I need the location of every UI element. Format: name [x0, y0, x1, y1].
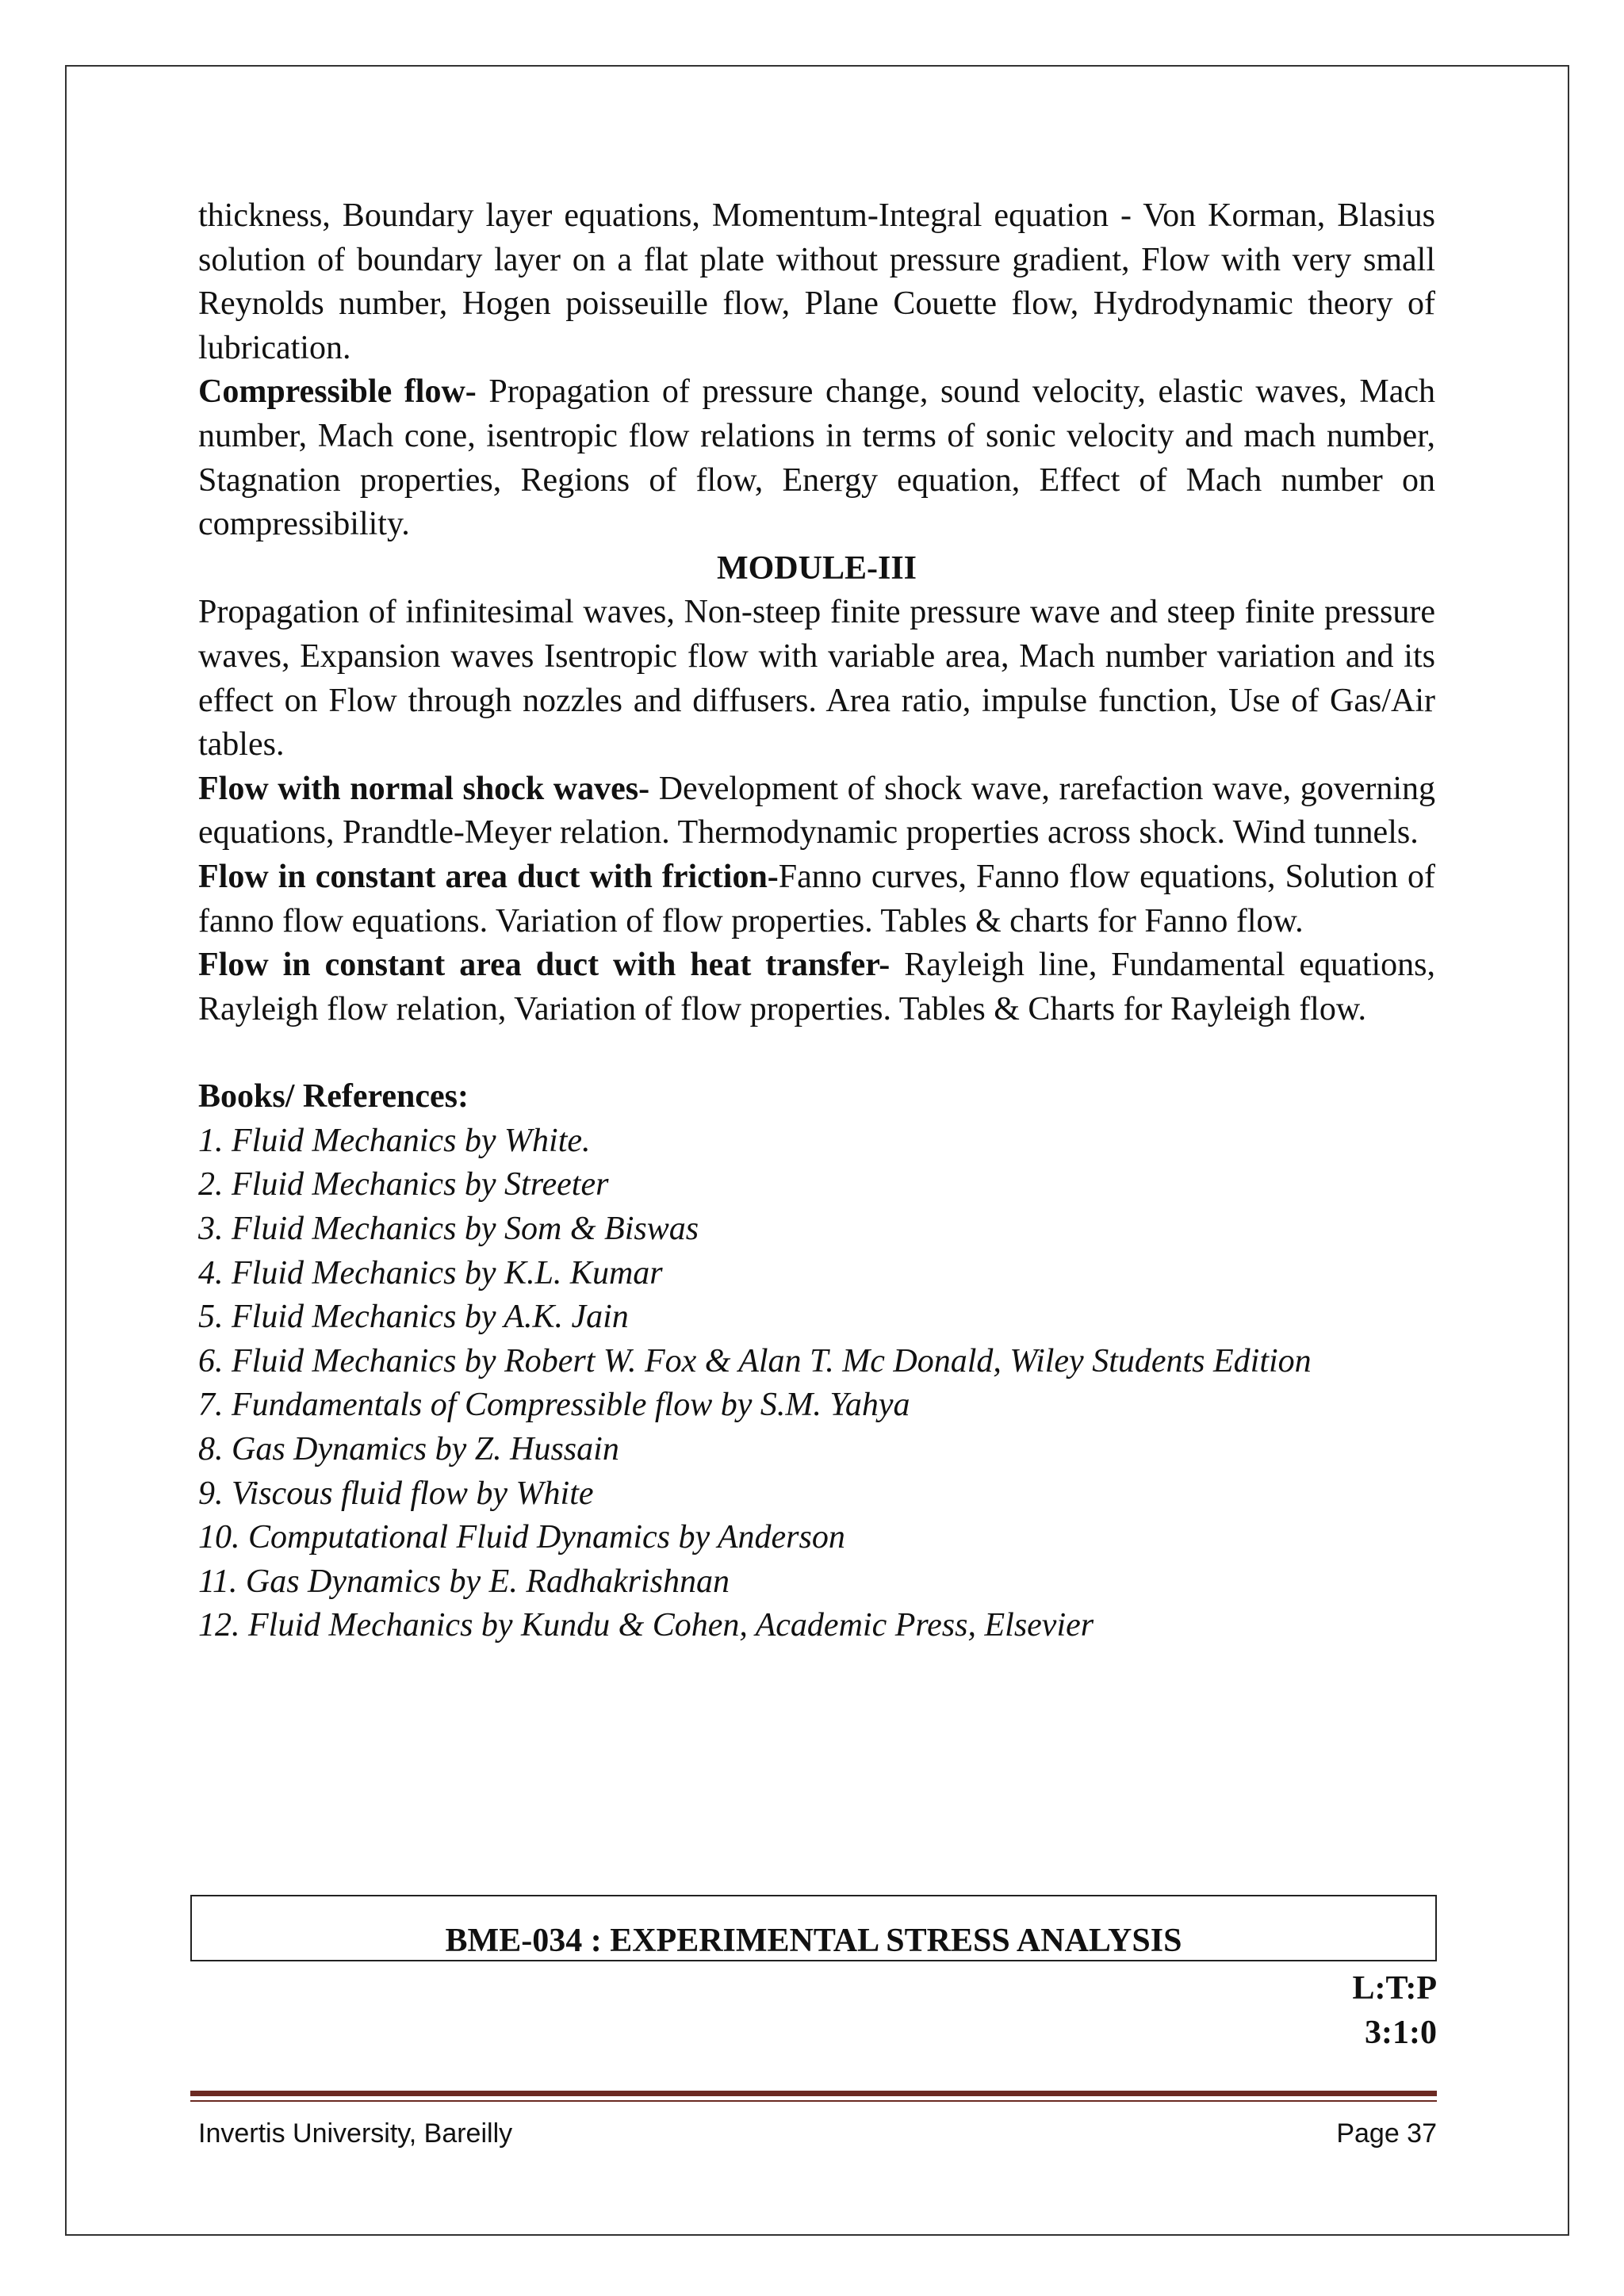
heat-transfer-paragraph — [198, 943, 1435, 1031]
reference-item: 8. Gas Dynamics by Z. Hussain — [198, 1431, 619, 1468]
footer-rule-thick — [190, 2091, 1437, 2096]
ltp-label: L:T:P — [1352, 1970, 1437, 2007]
reference-item: 6. Fluid Mechanics by Robert W. Fox & Alan T. Mc Donald, Wiley Students Edition — [198, 1342, 1312, 1380]
heat-transfer-text: Rayleigh line, Fundamental equations, Rayleigh flow relation, Variation of flow properties. Tables & Charts for Rayleigh flow. — [198, 947, 1435, 1027]
ltp-value: 3:1:0 — [1365, 2015, 1437, 2051]
reference-item: 11. Gas Dynamics by E. Radhakrishnan — [198, 1563, 730, 1600]
module-paragraph: Propagation of infinitesimal waves, Non-steep finite pressure wave and steep finite pressure waves, Expansion waves Isentropic flow with variable area, Mach number variation and its effect on Flow through nozzles and diffusers. Area ratio, impulse function, Use of Gas/Air tables. — [198, 594, 1435, 763]
footer-rule-thin — [190, 2100, 1437, 2102]
friction-paragraph — [198, 855, 1435, 943]
module-heading: MODULE-III — [716, 549, 917, 587]
reference-item: 7. Fundamentals of Compressible flow by S.M. Yahya — [198, 1387, 910, 1424]
normal-shock-heading: Flow with normal shock waves- — [198, 770, 650, 807]
footer-institution: Invertis University, Bareilly — [198, 2118, 513, 2149]
reference-item: 2. Fluid Mechanics by Streeter — [198, 1166, 609, 1203]
reference-item: 3. Fluid Mechanics by Som & Biswas — [198, 1211, 699, 1248]
compressible-flow-text: Propagation of pressure change, sound velocity, elastic waves, Mach number, Mach cone, isentropic flow relations in terms of sonic velocity and mach number, Stagnation properties, Regions of flow, Energy equation, Effect of Mach number on compressibility. — [198, 373, 1436, 543]
reference-item: 9. Viscous fluid flow by White — [198, 1475, 594, 1512]
reference-item: 10. Computational Fluid Dynamics by Anderson — [198, 1519, 845, 1556]
ltp-block — [1352, 1966, 1437, 2055]
section-spacer — [198, 1031, 1435, 1075]
course-title: BME-034 : EXPERIMENTAL STRESS ANALYSIS — [445, 1923, 1182, 1959]
compressible-flow-paragraph — [198, 370, 1435, 546]
reference-item: 1. Fluid Mechanics by White. — [198, 1122, 591, 1159]
compressible-flow-heading: Compressible flow- — [198, 373, 477, 411]
intro-paragraph: thickness, Boundary layer equations, Momentum-Integral equation - Von Korman, Blasius solution of boundary layer on a flat plate without pressure gradient, Flow with very small Reynolds number, Hogen poisseuille flow, Plane Couette flow, Hydrodynamic theory of lubrication. — [198, 197, 1435, 366]
references-title: Books/ References: — [198, 1078, 469, 1115]
friction-heading: Flow in constant area duct with friction- — [198, 858, 779, 895]
page-footer — [198, 2118, 1437, 2149]
footer-page-number: Page 37 — [1336, 2118, 1437, 2149]
normal-shock-paragraph — [198, 767, 1435, 855]
reference-item: 5. Fluid Mechanics by A.K. Jain — [198, 1299, 629, 1336]
normal-shock-text: Development of shock wave, rarefaction wave, governing equations, Prandtle-Meyer relation. Thermodynamic properties across shock. Wind tunnels. — [198, 770, 1435, 851]
reference-item: 12. Fluid Mechanics by Kundu & Cohen, Academic Press, Elsevier — [198, 1607, 1094, 1644]
friction-text: Fanno curves, Fanno flow equations, Solution of fanno flow equations. Variation of flow properties. Tables & charts for Fanno flow. — [198, 858, 1435, 939]
heat-transfer-heading: Flow in constant area duct with heat transfer- — [198, 947, 891, 984]
references-list — [198, 1119, 1435, 1648]
reference-item: 4. Fluid Mechanics by K.L. Kumar — [198, 1254, 663, 1292]
page-content — [198, 194, 1435, 1648]
